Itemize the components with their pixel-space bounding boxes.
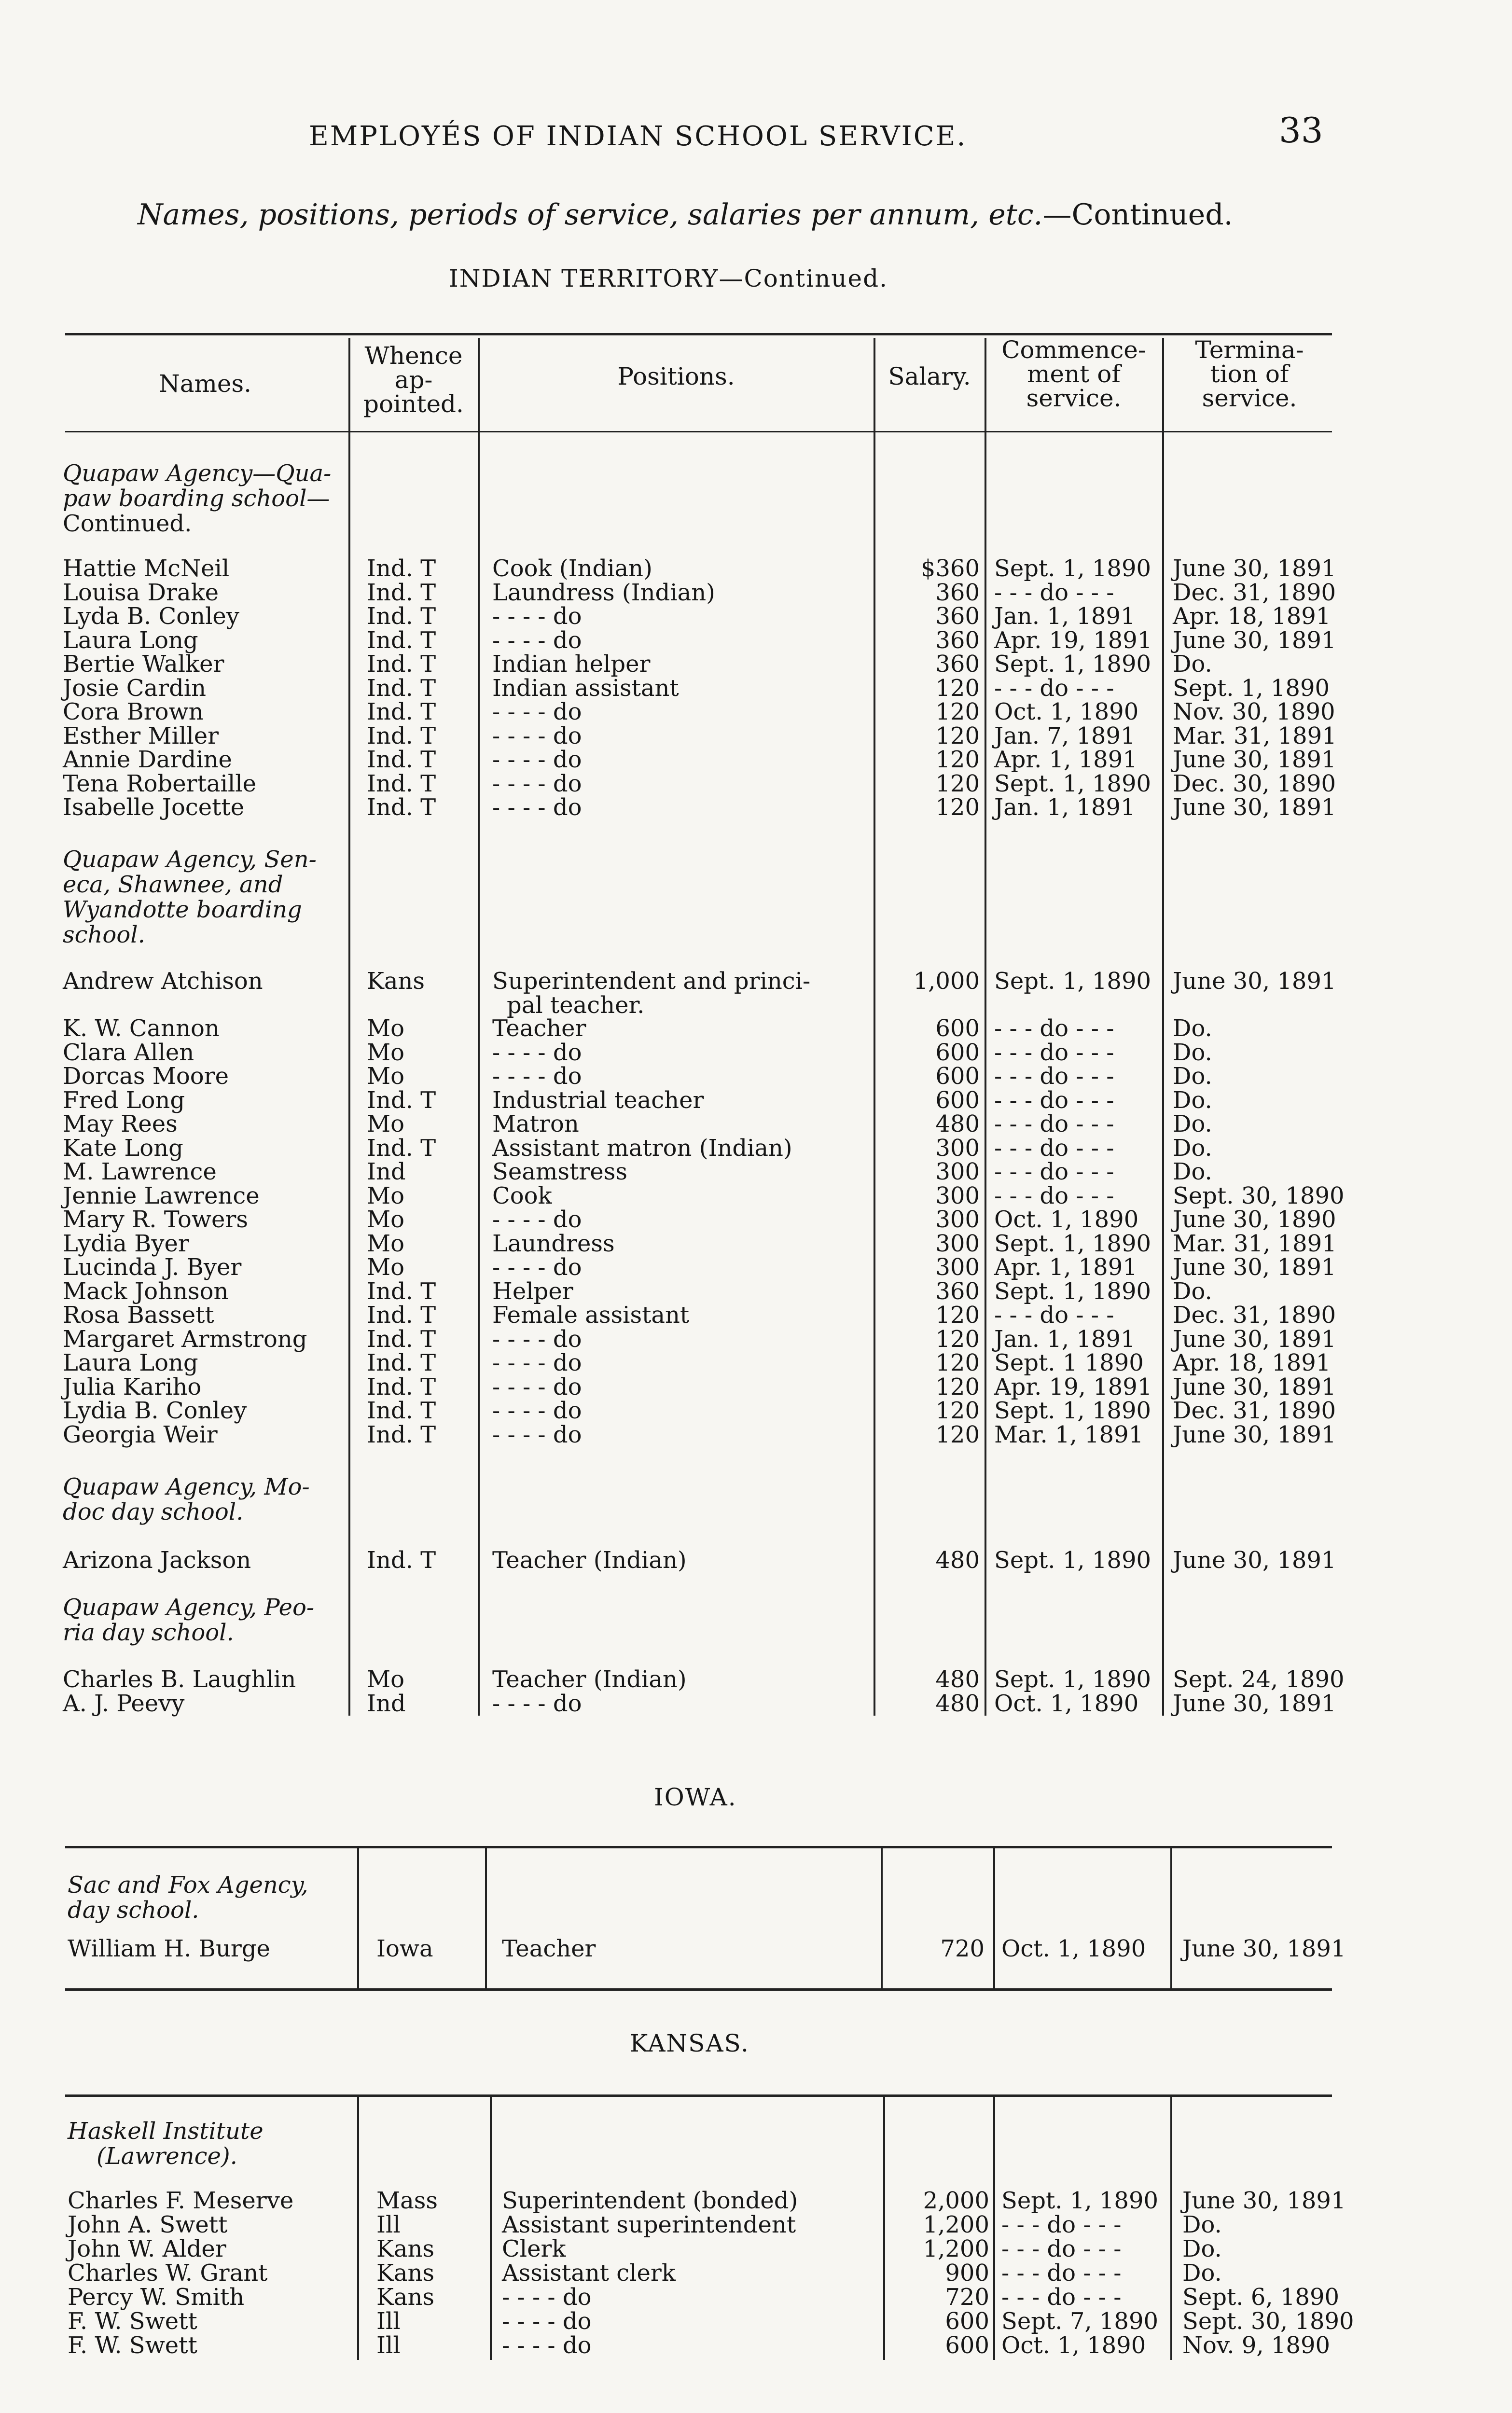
cell-commencement: - - - do - - - xyxy=(994,1182,1114,1209)
cell-commencement: - - - do - - - xyxy=(994,1063,1114,1090)
cell-salary: 720 xyxy=(945,2284,989,2311)
cell-commencement: Apr. 1, 1891 xyxy=(994,1254,1137,1281)
cell-termination: June 30, 1891 xyxy=(1182,1935,1346,1962)
col-divider xyxy=(881,1848,883,1988)
cell-commencement: Apr. 19, 1891 xyxy=(994,1373,1152,1401)
cell-name: K. W. Cannon xyxy=(63,1015,220,1042)
group-quapaw-boarding: Quapaw Agency—Qua- paw boarding school— Continued. xyxy=(63,460,332,537)
cell-salary: 120 xyxy=(935,674,980,702)
cell-name: Mary R. Towers xyxy=(63,1206,248,1233)
cell-name: Percy W. Smith xyxy=(68,2284,245,2311)
cell-salary: 900 xyxy=(945,2260,989,2287)
cell-termination: Sept. 30, 1890 xyxy=(1182,2308,1354,2335)
cell-termination: Nov. 30, 1890 xyxy=(1173,698,1335,725)
cell-name: F. W. Swett xyxy=(68,2332,197,2359)
cell-commencement: - - - do - - - xyxy=(1001,2211,1122,2238)
cell-termination: Dec. 30, 1890 xyxy=(1173,770,1336,797)
cell-name: Clara Allen xyxy=(63,1039,194,1066)
cell-salary: 300 xyxy=(935,1134,980,1162)
cell-commencement: Sept. 1, 1890 xyxy=(994,968,1151,995)
cell-position: - - - - do xyxy=(492,770,582,797)
cell-commencement: Oct. 1, 1890 xyxy=(994,698,1139,725)
cell-position: Teacher xyxy=(502,1935,596,1962)
cell-commencement: - - - do - - - xyxy=(994,1158,1114,1185)
cell-commencement: Sept. 1, 1890 xyxy=(994,1230,1151,1257)
cell-name: Isabelle Jocette xyxy=(63,794,245,821)
cell-commencement: Sept. 1, 1890 xyxy=(1001,2187,1159,2214)
cell-whence: Mo xyxy=(367,1254,405,1281)
cell-salary: 300 xyxy=(935,1254,980,1281)
cell-name: Georgia Weir xyxy=(63,1421,218,1448)
cell-salary: 480 xyxy=(935,1690,980,1717)
table-top-rule xyxy=(65,1846,1332,1848)
table-top-rule xyxy=(65,333,1332,335)
cell-termination: Nov. 9, 1890 xyxy=(1182,2332,1331,2359)
cell-name: M. Lawrence xyxy=(63,1158,217,1185)
cell-commencement: Oct. 1, 1890 xyxy=(1001,1935,1146,1962)
cell-salary: 1,200 xyxy=(923,2235,989,2262)
cell-name: Rosa Bassett xyxy=(63,1302,214,1329)
cell-position: Female assistant xyxy=(492,1302,690,1329)
col-header-commencement: Commence- ment of service. xyxy=(1001,336,1146,412)
cell-commencement: Sept. 1, 1890 xyxy=(994,1277,1151,1305)
cell-position: Laundress (Indian) xyxy=(492,579,715,606)
cell-position: Teacher (Indian) xyxy=(492,1666,687,1693)
cell-name: Arizona Jackson xyxy=(63,1547,251,1574)
cell-position: - - - - do xyxy=(492,603,582,630)
cell-whence: Kans xyxy=(376,2260,435,2287)
cell-salary: 360 xyxy=(935,1277,980,1305)
col-divider xyxy=(348,338,350,1716)
cell-whence: Mo xyxy=(367,1206,405,1233)
cell-commencement: Sept. 1 1890 xyxy=(994,1349,1144,1376)
cell-position: Assistant clerk xyxy=(502,2260,676,2287)
cell-termination: June 30, 1891 xyxy=(1173,794,1336,821)
cell-termination: June 30, 1891 xyxy=(1182,2187,1346,2214)
group-peoria-day: Quapaw Agency, Peo- ria day school. xyxy=(63,1594,315,1646)
cell-position: - - - - do xyxy=(492,1039,582,1066)
cell-termination: Do. xyxy=(1173,1110,1212,1137)
cell-salary: 480 xyxy=(935,1547,980,1574)
cell-whence: Iowa xyxy=(376,1935,433,1962)
cell-name: Laura Long xyxy=(63,626,198,654)
cell-position: Matron xyxy=(492,1110,579,1137)
cell-name: Lyda B. Conley xyxy=(63,603,239,630)
cell-commencement: Sept. 1, 1890 xyxy=(994,1397,1151,1424)
cell-position: Superintendent and princi- xyxy=(492,968,811,995)
col-divider xyxy=(874,338,875,1716)
cell-commencement: Sept. 1, 1890 xyxy=(994,555,1151,582)
cell-whence: Ind. T xyxy=(367,698,436,725)
cell-commencement: - - - do - - - xyxy=(994,674,1114,702)
cell-whence: Ind. T xyxy=(367,603,436,630)
cell-position: - - - - do xyxy=(492,1373,582,1401)
cell-termination: Sept. 1, 1890 xyxy=(1173,674,1330,702)
cell-termination: June 30, 1891 xyxy=(1173,1373,1336,1401)
cell-salary: 360 xyxy=(935,626,980,654)
col-header-whence: Whence ap- pointed. xyxy=(363,342,464,418)
cell-name: Bertie Walker xyxy=(63,651,224,678)
cell-commencement: - - - do - - - xyxy=(994,1086,1114,1114)
cell-termination: Do. xyxy=(1173,1015,1212,1042)
cell-salary: 600 xyxy=(945,2308,989,2335)
cell-commencement: Jan. 1, 1891 xyxy=(994,603,1136,630)
col-header-names: Names. xyxy=(158,370,252,398)
cell-termination: Sept. 6, 1890 xyxy=(1182,2284,1340,2311)
cell-name: William H. Burge xyxy=(68,1935,270,1962)
cell-whence: Ind. T xyxy=(367,1373,436,1401)
cell-name: Hattie McNeil xyxy=(63,555,230,582)
section-kansas: KANSAS. xyxy=(630,2029,749,2057)
cell-salary: 720 xyxy=(940,1935,985,1962)
table-bottom-rule xyxy=(65,1988,1332,1991)
cell-commencement: - - - do - - - xyxy=(994,1110,1114,1137)
cell-commencement: - - - do - - - xyxy=(1001,2260,1122,2287)
cell-termination: Sept. 24, 1890 xyxy=(1173,1666,1345,1693)
cell-name: Julia Kariho xyxy=(63,1373,202,1401)
cell-commencement: Sept. 7, 1890 xyxy=(1001,2308,1159,2335)
cell-whence: Ind. T xyxy=(367,579,436,606)
cell-name: Lydia Byer xyxy=(63,1230,189,1257)
cell-position: - - - - do xyxy=(492,626,582,654)
cell-salary: 600 xyxy=(935,1015,980,1042)
cell-termination: Do. xyxy=(1182,2211,1222,2238)
cell-position: Cook (Indian) xyxy=(492,555,652,582)
cell-whence: Ind. T xyxy=(367,746,436,773)
cell-termination: June 30, 1891 xyxy=(1173,968,1336,995)
cell-name: A. J. Peevy xyxy=(63,1690,185,1717)
cell-termination: June 30, 1891 xyxy=(1173,1690,1336,1717)
cell-name: Esther Miller xyxy=(63,722,219,749)
cell-termination: June 30, 1891 xyxy=(1173,555,1336,582)
cell-salary: 120 xyxy=(935,746,980,773)
cell-whence: Mo xyxy=(367,1182,405,1209)
cell-termination: Sept. 30, 1890 xyxy=(1173,1182,1345,1209)
cell-name: Lydia B. Conley xyxy=(63,1397,247,1424)
cell-commencement: Jan. 1, 1891 xyxy=(994,1325,1136,1353)
cell-position: - - - - do xyxy=(502,2308,592,2335)
cell-name: Andrew Atchison xyxy=(63,968,263,995)
group-seneca-boarding: Quapaw Agency, Sen- eca, Shawnee, and Wyandotte boarding school. xyxy=(63,846,317,948)
col-divider xyxy=(357,2097,359,2360)
page-header: EMPLOYÉS OF INDIAN SCHOOL SERVICE. xyxy=(309,121,967,152)
cell-name: Kate Long xyxy=(63,1134,183,1162)
cell-termination: Do. xyxy=(1173,651,1212,678)
cell-position: - - - - do xyxy=(492,746,582,773)
cell-termination: Mar. 31, 1891 xyxy=(1173,722,1337,749)
cell-position: Helper xyxy=(492,1277,573,1305)
cell-termination: Do. xyxy=(1182,2260,1222,2287)
cell-name: F. W. Swett xyxy=(68,2308,197,2335)
cell-salary: 300 xyxy=(935,1206,980,1233)
cell-salary: 1,000 xyxy=(913,968,980,995)
cell-whence: Ind xyxy=(367,1158,406,1185)
cell-position: Seamstress xyxy=(492,1158,627,1185)
cell-salary: 120 xyxy=(935,1373,980,1401)
cell-name: John W. Alder xyxy=(68,2235,226,2262)
cell-termination: Do. xyxy=(1173,1086,1212,1114)
cell-whence: Ill xyxy=(376,2211,401,2238)
cell-commencement: Sept. 1, 1890 xyxy=(994,651,1151,678)
cell-position-continued: pal teacher. xyxy=(507,992,645,1019)
cell-termination: June 30, 1891 xyxy=(1173,746,1336,773)
cell-position: Indian helper xyxy=(492,651,651,678)
cell-termination: June 30, 1891 xyxy=(1173,1254,1336,1281)
cell-position: - - - - do xyxy=(492,1063,582,1090)
cell-salary: 480 xyxy=(935,1110,980,1137)
cell-commencement: - - - do - - - xyxy=(1001,2235,1122,2262)
cell-whence: Mo xyxy=(367,1666,405,1693)
cell-salary: 120 xyxy=(935,1349,980,1376)
cell-termination: Apr. 18, 1891 xyxy=(1173,603,1331,630)
cell-termination: Mar. 31, 1891 xyxy=(1173,1230,1337,1257)
cell-whence: Kans xyxy=(367,968,425,995)
col-divider xyxy=(993,2097,995,2360)
cell-whence: Ind. T xyxy=(367,794,436,821)
cell-position: Teacher xyxy=(492,1015,586,1042)
section-indian-territory: INDIAN TERRITORY—Continued. xyxy=(449,264,888,292)
cell-salary: 360 xyxy=(935,579,980,606)
cell-name: May Rees xyxy=(63,1110,178,1137)
cell-position: Assistant superintendent xyxy=(502,2211,796,2238)
cell-salary: 600 xyxy=(945,2332,989,2359)
cell-salary: 600 xyxy=(935,1086,980,1114)
cell-whence: Ind. T xyxy=(367,770,436,797)
cell-salary: 300 xyxy=(935,1158,980,1185)
cell-whence: Ind. T xyxy=(367,1325,436,1353)
cell-salary: 120 xyxy=(935,698,980,725)
cell-whence: Ind. T xyxy=(367,674,436,702)
cell-whence: Ind. T xyxy=(367,1349,436,1376)
col-divider xyxy=(985,338,986,1716)
page-subtitle xyxy=(138,198,1233,232)
col-header-positions: Positions. xyxy=(617,362,735,390)
col-divider xyxy=(883,2097,885,2360)
cell-salary: 1,200 xyxy=(923,2211,989,2238)
cell-commencement: Sept. 1, 1890 xyxy=(994,1547,1151,1574)
section-iowa: IOWA. xyxy=(654,1783,737,1811)
cell-whence: Ind. T xyxy=(367,722,436,749)
subtitle-rest: —Continued. xyxy=(1042,198,1233,232)
cell-name: Dorcas Moore xyxy=(63,1063,229,1090)
cell-salary: 120 xyxy=(935,1397,980,1424)
cell-commencement: Oct. 1, 1890 xyxy=(994,1206,1139,1233)
cell-salary: $360 xyxy=(920,555,980,582)
cell-whence: Mo xyxy=(367,1230,405,1257)
cell-termination: Dec. 31, 1890 xyxy=(1173,579,1336,606)
cell-position: Indian assistant xyxy=(492,674,679,702)
cell-name: Tena Robertaille xyxy=(63,770,256,797)
cell-salary: 300 xyxy=(935,1230,980,1257)
cell-commencement: Oct. 1, 1890 xyxy=(994,1690,1139,1717)
table-top-rule xyxy=(65,2094,1332,2097)
cell-commencement: Jan. 1, 1891 xyxy=(994,794,1136,821)
col-divider xyxy=(357,1848,359,1988)
cell-termination: Do. xyxy=(1173,1039,1212,1066)
cell-whence: Ind xyxy=(367,1690,406,1717)
cell-salary: 2,000 xyxy=(923,2187,989,2214)
cell-position: - - - - do xyxy=(502,2284,592,2311)
cell-position: Cook xyxy=(492,1182,552,1209)
cell-position: - - - - do xyxy=(492,1206,582,1233)
col-header-salary: Salary. xyxy=(888,362,971,390)
cell-whence: Ill xyxy=(376,2332,401,2359)
cell-name: Laura Long xyxy=(63,1349,198,1376)
cell-whence: Ind. T xyxy=(367,1277,436,1305)
cell-termination: June 30, 1890 xyxy=(1173,1206,1336,1233)
cell-name: Lucinda J. Byer xyxy=(63,1254,242,1281)
cell-position: - - - - do xyxy=(502,2332,592,2359)
cell-salary: 120 xyxy=(935,770,980,797)
cell-salary: 120 xyxy=(935,722,980,749)
cell-whence: Kans xyxy=(376,2284,435,2311)
group-haskell-institute: Haskell Institute (Lawrence). xyxy=(68,2118,264,2170)
col-divider xyxy=(478,338,480,1716)
cell-commencement: Apr. 1, 1891 xyxy=(994,746,1137,773)
cell-termination: Do. xyxy=(1173,1158,1212,1185)
cell-termination: June 30, 1891 xyxy=(1173,1325,1336,1353)
cell-name: John A. Swett xyxy=(68,2211,228,2238)
cell-whence: Ind. T xyxy=(367,651,436,678)
cell-name: Margaret Armstrong xyxy=(63,1325,307,1353)
cell-position: Superintendent (bonded) xyxy=(502,2187,798,2214)
cell-whence: Mo xyxy=(367,1015,405,1042)
cell-position: - - - - do xyxy=(492,794,582,821)
cell-position: Teacher (Indian) xyxy=(492,1547,687,1574)
cell-position: - - - - do xyxy=(492,1690,582,1717)
col-divider xyxy=(993,1848,995,1988)
cell-whence: Ind. T xyxy=(367,1302,436,1329)
subtitle-italic: Names, positions, periods of service, salaries per annum, etc. xyxy=(138,198,1043,232)
cell-name: Louisa Drake xyxy=(63,579,219,606)
cell-whence: Ind. T xyxy=(367,626,436,654)
cell-commencement: Sept. 1, 1890 xyxy=(994,770,1151,797)
cell-salary: 480 xyxy=(935,1666,980,1693)
group-modoc-day: Quapaw Agency, Mo- doc day school. xyxy=(63,1473,310,1525)
cell-name: Charles F. Meserve xyxy=(68,2187,294,2214)
cell-commencement: Apr. 19, 1891 xyxy=(994,626,1152,654)
cell-whence: Mass xyxy=(376,2187,438,2214)
cell-commencement: - - - do - - - xyxy=(994,1039,1114,1066)
cell-whence: Mo xyxy=(367,1039,405,1066)
cell-termination: Do. xyxy=(1173,1277,1212,1305)
cell-commencement: - - - do - - - xyxy=(994,1302,1114,1329)
cell-salary: 360 xyxy=(935,651,980,678)
cell-commencement: Sept. 1, 1890 xyxy=(994,1666,1151,1693)
cell-name: Annie Dardine xyxy=(63,746,232,773)
cell-termination: Do. xyxy=(1173,1134,1212,1162)
cell-whence: Ind. T xyxy=(367,555,436,582)
cell-position: Laundress xyxy=(492,1230,615,1257)
header-rule xyxy=(65,431,1332,432)
cell-termination: Dec. 31, 1890 xyxy=(1173,1302,1336,1329)
cell-termination: June 30, 1891 xyxy=(1173,1547,1336,1574)
cell-name: Fred Long xyxy=(63,1086,185,1114)
col-divider xyxy=(1170,1848,1172,1988)
cell-commencement: Mar. 1, 1891 xyxy=(994,1421,1144,1448)
cell-position: - - - - do xyxy=(492,1325,582,1353)
cell-position: - - - - do xyxy=(492,1349,582,1376)
cell-position: Clerk xyxy=(502,2235,566,2262)
cell-termination: Dec. 31, 1890 xyxy=(1173,1397,1336,1424)
cell-name: Charles W. Grant xyxy=(68,2260,268,2287)
cell-commencement: - - - do - - - xyxy=(994,1134,1114,1162)
cell-position: - - - - do xyxy=(492,1254,582,1281)
cell-name: Josie Cardin xyxy=(63,674,207,702)
col-divider xyxy=(490,2097,492,2360)
cell-termination: Apr. 18, 1891 xyxy=(1173,1349,1331,1376)
cell-whence: Ind. T xyxy=(367,1421,436,1448)
cell-whence: Ind. T xyxy=(367,1086,436,1114)
cell-name: Jennie Lawrence xyxy=(63,1182,260,1209)
cell-whence: Ill xyxy=(376,2308,401,2335)
cell-salary: 120 xyxy=(935,794,980,821)
cell-salary: 120 xyxy=(935,1325,980,1353)
cell-commencement: Jan. 7, 1891 xyxy=(994,722,1136,749)
cell-position: - - - - do xyxy=(492,722,582,749)
col-divider xyxy=(485,1848,487,1988)
cell-name: Mack Johnson xyxy=(63,1277,229,1305)
cell-salary: 600 xyxy=(935,1063,980,1090)
cell-termination: Do. xyxy=(1173,1063,1212,1090)
cell-commencement: - - - do - - - xyxy=(994,1015,1114,1042)
cell-position: - - - - do xyxy=(492,1421,582,1448)
cell-whence: Ind. T xyxy=(367,1397,436,1424)
cell-salary: 600 xyxy=(935,1039,980,1066)
cell-salary: 120 xyxy=(935,1421,980,1448)
cell-commencement: - - - do - - - xyxy=(1001,2284,1122,2311)
cell-whence: Mo xyxy=(367,1110,405,1137)
cell-whence: Ind. T xyxy=(367,1134,436,1162)
cell-whence: Kans xyxy=(376,2235,435,2262)
cell-name: Cora Brown xyxy=(63,698,204,725)
cell-whence: Mo xyxy=(367,1063,405,1090)
cell-name: Charles B. Laughlin xyxy=(63,1666,296,1693)
cell-termination: June 30, 1891 xyxy=(1173,626,1336,654)
cell-termination: Do. xyxy=(1182,2235,1222,2262)
cell-commencement: - - - do - - - xyxy=(994,579,1114,606)
cell-commencement: Oct. 1, 1890 xyxy=(1001,2332,1146,2359)
cell-position: - - - - do xyxy=(492,1397,582,1424)
cell-termination: June 30, 1891 xyxy=(1173,1421,1336,1448)
group-sac-fox-day: Sac and Fox Agency, day school. xyxy=(68,1872,308,1924)
col-header-termination: Termina- tion of service. xyxy=(1195,336,1304,412)
cell-position: - - - - do xyxy=(492,698,582,725)
page-number: 33 xyxy=(1279,110,1323,151)
cell-position: Industrial teacher xyxy=(492,1086,704,1114)
cell-position: Assistant matron (Indian) xyxy=(492,1134,792,1162)
cell-salary: 120 xyxy=(935,1302,980,1329)
cell-whence: Ind. T xyxy=(367,1547,436,1574)
cell-salary: 300 xyxy=(935,1182,980,1209)
cell-salary: 360 xyxy=(935,603,980,630)
